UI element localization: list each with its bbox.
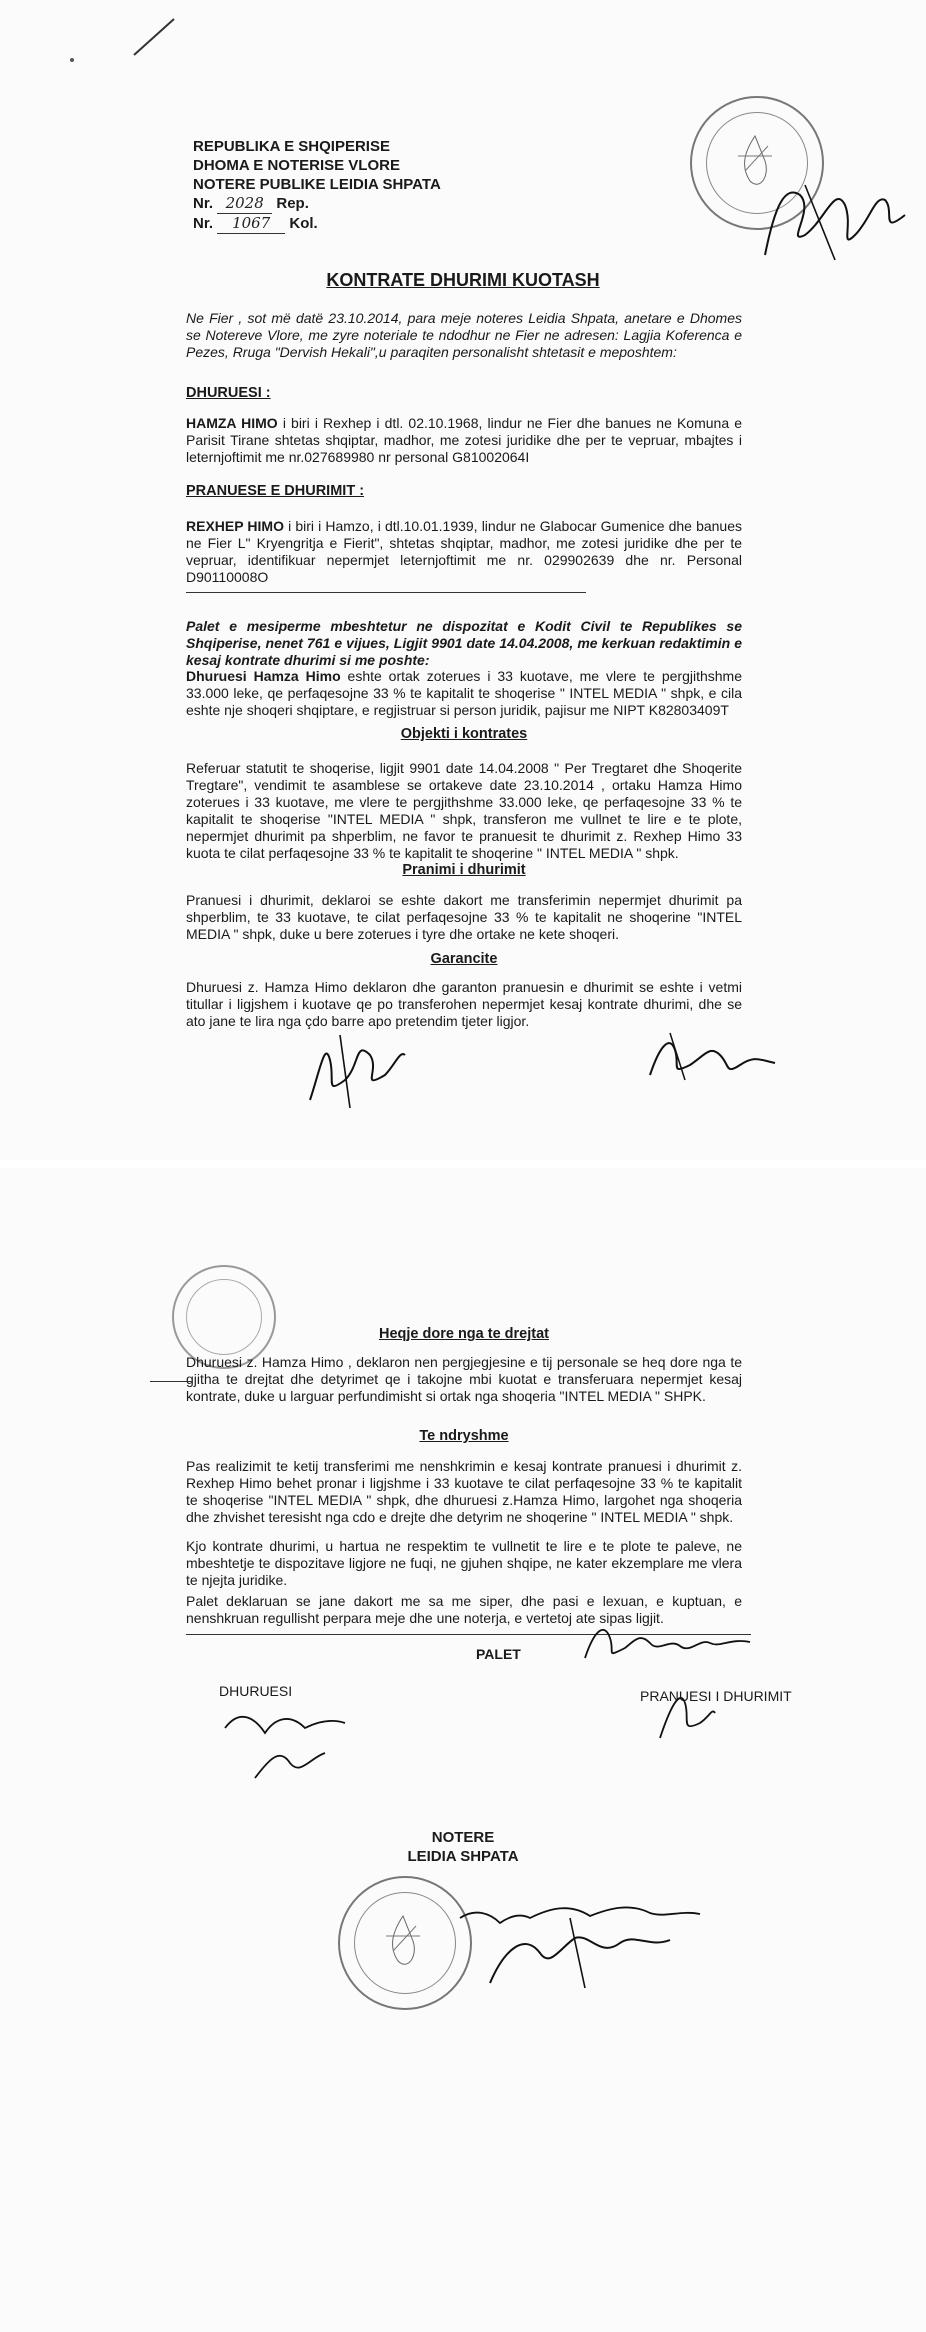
notary-name: LEIDIA SHPATA: [407, 1848, 519, 1865]
notary-block: [363, 1828, 563, 1866]
notary-signature-icon: [745, 165, 925, 265]
kol-number-line: [193, 214, 593, 234]
divider-line: [186, 592, 586, 593]
recipient-signature-icon: [640, 1025, 780, 1085]
object-heading: Objekti i kontrates: [400, 726, 528, 742]
margin-mark: [150, 1381, 192, 1382]
header-line-2: DHOMA E NOTERISE VLORE: [193, 157, 400, 174]
document-page-1: [0, 0, 926, 1160]
page-separator: [0, 1160, 926, 1168]
recipient-details: i biri i Hamzo, i dtl.10.01.1939, lindur ne Glabocar Gumenice dhe banues ne Fier L" Kryengritja e Fierit", shtetas shqiptar, madhor, me zotesi juridike dhe per te vepruar, identifikuar nepermjet leternjoftimit me nr. 029902639 dhe nr. Personal D90110008O: [186, 518, 743, 585]
parties-label: PALET: [476, 1646, 521, 1662]
misc-paragraph-3: Palet deklaruan se jane dakort me sa me siper, dhe pasi e lexuan, e kuptuan, e nenshkruan regullisht perpara meje dhe une noterja, e vertetoj ate sipas ligjit.: [186, 1593, 742, 1626]
nr-label-2: Nr.: [193, 215, 214, 232]
header-line-1: REPUBLIKA E SHQIPERISE: [193, 138, 390, 155]
shareholder-details: eshte ortak zoterues i 33 kuotave, me vlere te pergjithshme 33.000 leke, qe perfaqesojne 33 % te kapitalit te shoqerise " INTEL MEDIA " shpk, e cila eshte nje shoqeri shqiptare, e regjistruar si person juridik, pajisur me NIPT K82803409T: [186, 668, 742, 718]
acceptance-heading: Pranimi i dhurimit: [402, 862, 526, 878]
intro-paragraph: Ne Fier , sot më datë 23.10.2014, para meje noteres Leidia Shpata, anetare e Dhomes se Notereve Vlore, me zyre noteriale te ndodhur ne Fier ne adresen: Lagjia Koferenca e Pezes, Rruga "Dervish Hekali",u paraqiten personalisht shtetasit e meposhtem:: [186, 310, 742, 360]
donor-signature-icon-2: [215, 1698, 355, 1783]
recipient-heading: PRANUESE E DHURIMIT :: [186, 483, 365, 499]
donor-name: HAMZA HIMO: [186, 415, 278, 431]
parties-paragraph: Palet e mesiperme mbeshtetur ne dispozitat e Kodit Civil te Republikes se Shqiperise, nenet 761 e vijues, Ligjit 9901 date 14.04.2008, me kerkuan redaktimin e kesaj kontrate dhurimi si me poshte:: [186, 618, 742, 668]
notary-signature-icon-2: [450, 1888, 710, 1998]
nr-label: Nr.: [193, 195, 214, 212]
rep-label: Rep.: [276, 195, 309, 212]
misc-heading: Te ndryshme: [419, 1428, 509, 1444]
misc-paragraph-2: Kjo kontrate dhurimi, u hartua ne respektim te vullnetit te lire e te plote te paleve, ne mbeshtetje te dispozitave ligjore ne fuqi, ne gjuhen shqipe, ne kater ekzemplare me vlera te njejta juridike.: [186, 1538, 742, 1588]
scan-mark: [130, 15, 180, 60]
recipient-signature-icon-2: [580, 1618, 760, 1673]
waiver-paragraph: Dhuruesi z. Hamza Himo , deklaron nen pergjegjesine e tij personale se heq dore nga te gjitha te drejtat dhe detyrimet qe i takojne mbi kuotat e transferuara nepermjet kesaj kontrate, duke u larguar perfundimisht si ortak nga shoqeria "INTEL MEDIA " SHPK.: [186, 1354, 742, 1404]
header-line-3: NOTERE PUBLIKE LEIDIA SHPATA: [193, 176, 441, 193]
guarantee-paragraph: Dhuruesi z. Hamza Himo deklaron dhe garanton pranuesin e dhurimit se eshte i vetmi titullar i ligjshem i kuotave qe po transferohen nepermjet kesaj kontrate dhurimi, dhe se ato jane te lira nga çdo barre apo pretendim tjeter ligjor.: [186, 979, 742, 1029]
document-page-2: [0, 1168, 926, 2332]
donor-heading: DHURUESI :: [186, 385, 271, 401]
waiver-heading: Heqje dore nga te drejtat: [378, 1326, 549, 1342]
donor-label: DHURUESI: [219, 1683, 293, 1699]
rep-number-line: [193, 194, 593, 214]
acceptance-paragraph: Pranuesi i dhurimit, deklaroi se eshte dakort me transferimin nepermjet dhurimit pa shperblim, te 33 kuotave, te cilat perfaqesojne 33 % te kapitalit ne shoqerine "INTEL MEDIA " shpk, duke u bere zoterues i tyre dhe ortake ne kete shoqeri.: [186, 892, 742, 942]
recipient-name: REXHEP HIMO: [186, 518, 284, 534]
notary-label: NOTERE: [431, 1829, 495, 1846]
kol-number: 1067: [217, 214, 285, 234]
donor-signature-icon: [300, 1020, 410, 1110]
donor-paragraph: [186, 415, 742, 466]
recipient-signature-icon-3: [650, 1678, 720, 1748]
recipient-label: PRANUESI I DHURIMIT: [640, 1688, 792, 1704]
object-paragraph: Referuar statutit te shoqerise, ligjit 9901 date 14.04.2008 " Per Tregtaret dhe Shoqerite Tregtare", vendimit te asamblese se ortakeve date 23.10.2014 , ortaku Hamza Himo zoterues i 33 kuotave, me vlere te pergjithshme 33.000 leke, qe perfaqesojne 33 % te kapitalit te shoqerise "INTEL MEDIA " shpk, transferon me vullnet te lire e te plote, nepermjet dhurimit pa shperblim, ne favor te pranuesit te dhurimit z. Rexhep Himo 33 kuota te cilat perfaqesojne 33 % te kapitalit te shoqerine " INTEL MEDIA " shpk.: [186, 760, 742, 861]
shareholder-name: Dhuruesi Hamza Himo: [186, 668, 341, 684]
kol-label: Kol.: [289, 215, 318, 232]
donor-details: i biri i Rexhep i dtl. 02.10.1968, lindur ne Fier dhe banues ne Komuna e Parisit Tirane shtetas shqiptar, madhor, me zotesi juridike dhe per te vepruar, mbajtes i leternjoftimit me nr.027689980 nr personal G81002064I: [186, 415, 743, 465]
guarantee-heading: Garancite: [430, 951, 498, 967]
document-title: KONTRATE DHURIMI KUOTASH: [326, 270, 600, 290]
rep-number: 2028: [217, 194, 272, 214]
recipient-paragraph: [186, 518, 742, 586]
scan-dot: [70, 58, 74, 62]
notary-header: [193, 137, 593, 234]
shareholder-paragraph: [186, 668, 742, 719]
misc-paragraph-1: Pas realizimit te ketij transferimi me nenshkrimin e kesaj kontrate pranuesi i dhurimit z. Rexhep Himo behet pronar i ligjshme i 33 kuotave te cilat perfaqesojne 33 % te kapitalit te shoqerise "INTEL MEDIA " shpk, dhe dhuruesi z.Hamza Himo, largohet nga shoqeria dhe zhvishet teresisht nga cdo e drejte dhe detyrim ne shoqerine " INTEL MEDIA " shpk.: [186, 1458, 742, 1525]
